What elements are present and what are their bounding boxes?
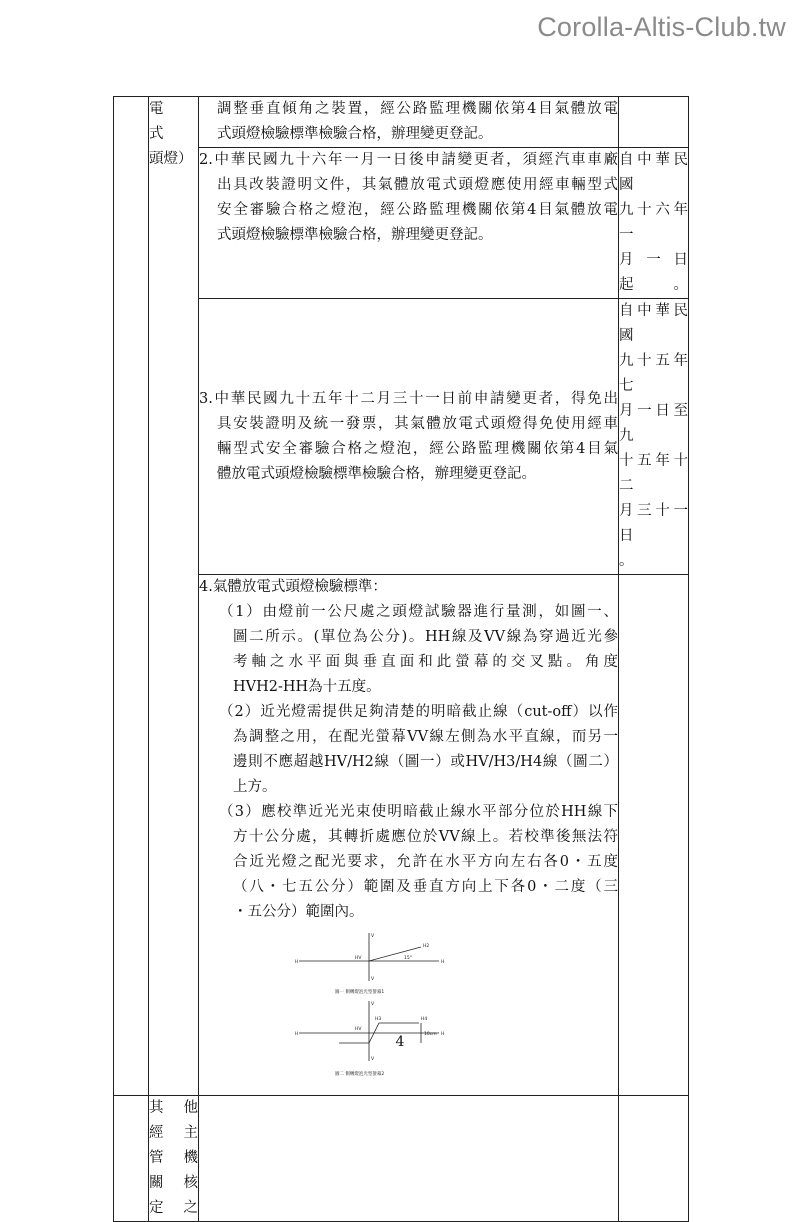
content-cell bbox=[199, 97, 619, 148]
content-cell bbox=[199, 1096, 619, 1222]
text-line: 出具改裝證明文件，其氣體放電式頭燈應使用經車輛型式 bbox=[217, 177, 618, 193]
page-number: 4 bbox=[395, 1034, 405, 1050]
hv-label: HV bbox=[355, 1027, 362, 1032]
content-cell bbox=[199, 299, 619, 575]
text-line: 具安裝證明及統一發票，其氣體放電式頭燈得免使用經車 bbox=[217, 415, 618, 432]
date-cell bbox=[619, 148, 689, 299]
text-line: （1）由燈前一公尺處之頭燈試驗器進行量測，如圖一、 bbox=[219, 604, 618, 620]
label-line: 定 之 bbox=[149, 1200, 198, 1216]
date-line: 九十六年一 bbox=[619, 202, 688, 243]
date-cell bbox=[619, 97, 689, 148]
date-line: 九十五年七 bbox=[619, 353, 688, 394]
table-row bbox=[114, 148, 689, 299]
text-line: 考軸之水平面與垂直面和此螢幕的交叉點。角度 bbox=[233, 654, 618, 670]
date-cell bbox=[619, 1096, 689, 1222]
h-label: H bbox=[295, 1032, 299, 1037]
figures bbox=[199, 925, 618, 1095]
h-label: H bbox=[441, 1032, 445, 1037]
beam-pattern-diagrams bbox=[199, 925, 613, 1095]
item-label-cell bbox=[149, 97, 199, 1096]
date-line: 月一日起。 bbox=[619, 252, 688, 293]
figure-1-labels bbox=[295, 933, 444, 995]
v-label: V bbox=[371, 934, 375, 939]
label-line: 頭燈） bbox=[149, 151, 193, 167]
text-line: 為調整之用，在配光螢幕VV線左側為水平直線，而另一 bbox=[233, 729, 618, 745]
text-line: HVH2-HH為十五度。 bbox=[233, 679, 381, 695]
figure-2-caption: 圖二 側轉燈泡光型螢幕2 bbox=[335, 1072, 385, 1077]
hv-h2-line bbox=[369, 947, 421, 961]
text-line: （3）應校準近光光束使明暗截止線水平部分位於HH線下 bbox=[219, 804, 618, 820]
empty-left-cell bbox=[114, 97, 149, 1096]
label-line: 關 核 bbox=[149, 1175, 198, 1191]
text-line: 調整垂直傾角之裝置，經公路監理機關依第4目氣體放電 bbox=[217, 101, 618, 117]
content-cell bbox=[199, 148, 619, 299]
label-line: 其 他 bbox=[149, 1100, 198, 1116]
label-line: 管 機 bbox=[149, 1150, 198, 1166]
table-row bbox=[114, 299, 689, 575]
h-label: H bbox=[295, 960, 299, 965]
standard-item-2 bbox=[199, 700, 618, 800]
table-row bbox=[114, 1096, 689, 1222]
text-line: 3.中華民國九十五年十二月三十一日前申請變更者，得免出 bbox=[199, 390, 618, 407]
text-line: 式頭燈檢驗標準檢驗合格，辦理變更登記。 bbox=[217, 227, 493, 243]
date-line: 月三十一日 bbox=[619, 503, 688, 544]
date-line: 自中華民國 bbox=[619, 152, 688, 193]
date-line: 。 bbox=[619, 553, 634, 569]
watermark: Corolla-Altis-Club.tw bbox=[537, 12, 786, 42]
angle-label: 15° bbox=[404, 956, 412, 961]
text-line: 輛型式安全審驗合格之燈泡，經公路監理機關依第4目氣 bbox=[217, 440, 618, 457]
table-row bbox=[114, 575, 689, 1096]
date-line: 月一日至九 bbox=[619, 403, 688, 444]
text-line: 合近光燈之配光要求，允許在水平方向左右各0・五度 bbox=[233, 854, 618, 870]
figure-1 bbox=[299, 933, 439, 981]
v-label: V bbox=[371, 1002, 375, 1007]
v-label: V bbox=[371, 1057, 375, 1062]
item-label-cell bbox=[149, 1096, 199, 1222]
text-line: 2.中華民國九十六年一月一日後申請變更者，須經汽車車廠 bbox=[199, 152, 618, 168]
h4-label: H4 bbox=[421, 1017, 428, 1022]
v-label: V bbox=[371, 977, 375, 982]
empty-left-cell bbox=[114, 1096, 149, 1222]
text-line: ・五公分）範圍內。 bbox=[233, 904, 364, 920]
figure-1-caption: 圖一 側轉燈泡光型螢幕1 bbox=[335, 990, 385, 995]
text-line: 上方。 bbox=[233, 779, 277, 795]
text-line: 安全審驗合格之燈泡，經公路監理機關依第4目氣體放電 bbox=[217, 202, 618, 218]
label-line: 經 主 bbox=[149, 1125, 198, 1141]
text-line: 方十公分處，其轉折處應位於VV線上。若校準後無法符 bbox=[233, 829, 618, 845]
label-line: 電 式 bbox=[149, 101, 193, 142]
date-cell bbox=[619, 575, 689, 1096]
h3-label: H3 bbox=[375, 1017, 382, 1022]
hv-label: HV bbox=[355, 956, 362, 961]
text-line: 式頭燈檢驗標準檢驗合格，辦理變更登記。 bbox=[217, 126, 493, 142]
standard-item-3 bbox=[199, 800, 618, 925]
text-line: （2）近光燈需提供足夠清楚的明暗截止線（cut-off）以作 bbox=[219, 704, 618, 720]
distance-label: 10cm bbox=[424, 1032, 437, 1037]
date-line: 十五年十二 bbox=[619, 453, 688, 494]
h-label: H bbox=[441, 960, 445, 965]
text-line: 圖二所示。(單位為公分)。HH線及VV線為穿過近光參 bbox=[233, 629, 618, 645]
h2-label: H2 bbox=[423, 944, 430, 949]
content-cell bbox=[199, 575, 619, 1096]
text-line: 邊則不應超越HV/H2線（圖一）或HV/H3/H4線（圖二） bbox=[233, 754, 618, 770]
section-heading: 4.氣體放電式頭燈檢驗標準： bbox=[199, 579, 387, 595]
figure-2 bbox=[299, 1001, 439, 1061]
table-row bbox=[114, 97, 689, 148]
standard-item-1 bbox=[199, 600, 618, 700]
text-line: （八・七五公分）範圍及垂直方向上下各0・二度（三 bbox=[233, 879, 618, 895]
date-cell bbox=[619, 299, 689, 575]
date-line: 自中華民國 bbox=[619, 303, 688, 344]
text-line: 體放電式頭燈檢驗標準檢驗合格，辦理變更登記。 bbox=[217, 465, 536, 482]
regulation-table bbox=[113, 96, 689, 1222]
